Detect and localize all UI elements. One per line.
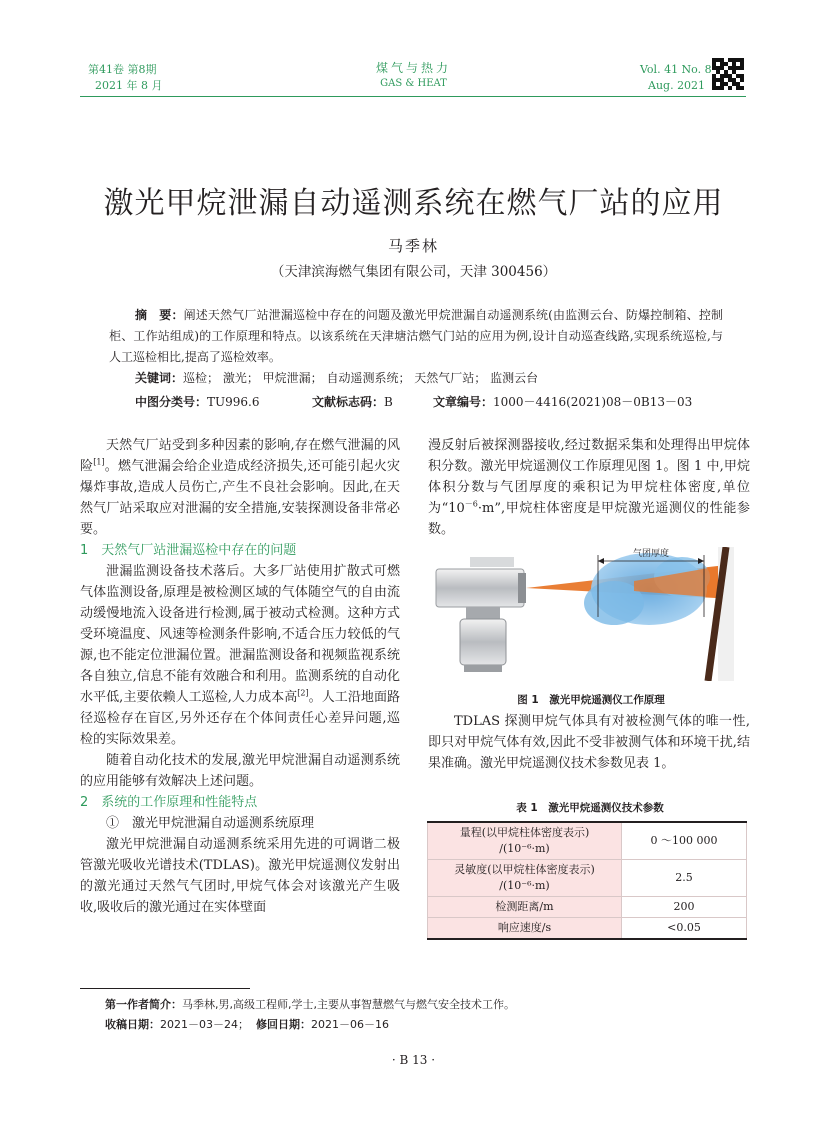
paragraph: 天然气厂站受到多种因素的影响,存在燃气泄漏的风险[1]。燃气泄漏会给企业造成经济损失,还可能引起火灾爆炸事故,造成人员伤亡,产生不良社会影响。因此,在天然气厂站采取应对泄漏的安全措施,安装探测设备非常必要。 <box>80 438 400 537</box>
paragraph: 泄漏监测设备技术落后。大多厂站使用扩散式可燃气体监测设备,原理是被检测区域的气体随空气的自由流动缓慢地流入设备进行检测,属于被动式检测。这种方式受环境温度、风速等检测条件影响,不适合压力较低的气源,也不能定位泄漏位置。泄漏监测设备和视频监视系统各自独立,信息不能有效融合和利用。监测系统的自动化水平低,主要依赖人工巡检,人力成本高[2]。人工沿地面路径巡检存在盲区,另外还存在个体间责任心差异问题,巡检的实际效果差。 <box>80 564 400 747</box>
abstract-text: 阐述天然气厂站泄漏巡检中存在的问题及激光甲烷泄漏自动遥测系统(由监测云台、防爆控制箱、控制柜、工作站组成)的工作原理和特点。以该系统在天津塘沽燃气门站的应用为例,设计自动巡查线路,实现系统巡检,与人工巡检相比,提高了巡检效率。 <box>109 308 723 364</box>
paragraph: 随着自动化技术的发展,激光甲烷泄漏自动遥测系统的应用能够有效解决上述问题。 <box>80 753 400 789</box>
paragraph: 漫反射后被探测器接收,经过数据采集和处理得出甲烷体积分数。激光甲烷遥测仪工作原理见图 1。图 1 中,甲烷体积分数与气团厚度的乘积记为甲烷柱体密度,单位为“$10^{-6}\cdot m$”,甲烷柱体密度是甲烷激光遥测仪的性能参数。 <box>428 438 750 537</box>
footnote-rule <box>80 988 250 989</box>
table-value: 200 <box>622 897 747 918</box>
figure-1-caption: 图 1 激光甲烷遥测仪工作原理 <box>517 694 665 706</box>
table-key: 量程(以甲烷柱体密度表示) /(10⁻⁶·m) <box>428 822 622 860</box>
paragraph: TDLAS 探测甲烷气体具有对被检测气体的唯一性,即只对甲烷气体有效,因此不受非被测气体和环境干扰,结果准确。激光甲烷遥测仪技术参数见表 1。 <box>428 714 750 771</box>
table-value: 2.5 <box>622 860 747 897</box>
author-name: 马季林 <box>387 237 439 255</box>
article-title: 激光甲烷泄漏自动遥测系统在燃气厂站的应用 <box>103 186 724 221</box>
keywords-label: 关键词： <box>135 371 184 385</box>
abstract <box>109 305 723 389</box>
laser-head <box>436 569 524 607</box>
table-row <box>428 822 747 860</box>
figure-1-laser-principle <box>434 547 752 681</box>
header-volume: 第41卷 第8期 <box>88 63 157 76</box>
device-top <box>470 557 514 567</box>
header-journal-en: GAS & HEAT <box>380 78 447 89</box>
qr-code-icon <box>712 58 744 90</box>
citation-ref[interactable]: [1] <box>93 457 105 467</box>
laser-window <box>518 573 526 603</box>
paragraph: 激光甲烷泄漏自动遥测系统采用先进的可调谐二极管激光吸收光谱技术(TDLAS)。激光甲烷遥测仪发射出的激光通过天然气气团时,甲烷气体会对该激光产生吸收,吸收后的激光通过在实体壁面 <box>80 837 400 915</box>
pan-tilt-neck <box>466 607 500 619</box>
table-key: 灵敏度(以甲烷柱体密度表示) /(10⁻⁶·m) <box>428 860 622 897</box>
table-1-caption: 表 1 激光甲烷遥测仪技术参数 <box>516 802 664 814</box>
figure-label-thickness: 气团厚度 <box>632 549 670 559</box>
table-row <box>428 860 747 897</box>
clc-code: 中图分类号：TU996.6 <box>135 395 260 409</box>
author-bio: 第一作者简介：马季林,男,高级工程师,学士,主要从事智慧燃气与燃气安全技术工作。 <box>105 998 515 1011</box>
header-rule <box>80 96 746 97</box>
header-date: 2021 年 8 月 <box>95 79 163 92</box>
header-date-en: Aug. 2021 <box>648 79 706 92</box>
abstract-label: 摘 要： <box>135 308 184 322</box>
right-column-lower <box>428 711 750 774</box>
section-heading-2: 2 系统的工作原理和性能特点 <box>80 795 258 810</box>
right-column <box>428 435 750 540</box>
header-journal-cn: 煤气与热力 <box>375 61 451 75</box>
citation-ref[interactable]: [2] <box>297 688 309 698</box>
table-key: 检测距离/m <box>428 897 622 918</box>
affiliation: （天津滨海燃气集团有限公司，天津 300456） <box>270 264 557 280</box>
table-row <box>428 897 747 918</box>
document-code: 文献标志码：B <box>312 395 393 409</box>
article-number: 文章编号：1000－4416(2021)08－0B13－03 <box>433 395 693 409</box>
page-number: · B 13 · <box>391 1053 436 1067</box>
table-1-parameters <box>427 821 747 940</box>
table-key: 响应速度/s <box>428 918 622 940</box>
received-dates: 收稿日期：2021－03－24； 修回日期：2021－06－16 <box>105 1018 389 1031</box>
subsection-heading: ① 激光甲烷泄漏自动遥测系统原理 <box>106 816 315 831</box>
header-vol-en: Vol. 41 No. 8 <box>640 63 712 76</box>
table-value: 0 ～100 000 <box>622 822 747 860</box>
section-heading-1: 1 天然气厂站泄漏巡检中存在的问题 <box>80 543 297 558</box>
left-column <box>80 435 400 918</box>
keywords-text: 巡检； 激光； 甲烷泄漏； 自动遥测系统； 天然气厂站； 监测云台 <box>183 371 539 385</box>
table-row <box>428 918 747 940</box>
table-value: <0.05 <box>622 918 747 940</box>
pan-tilt-base <box>460 619 506 665</box>
